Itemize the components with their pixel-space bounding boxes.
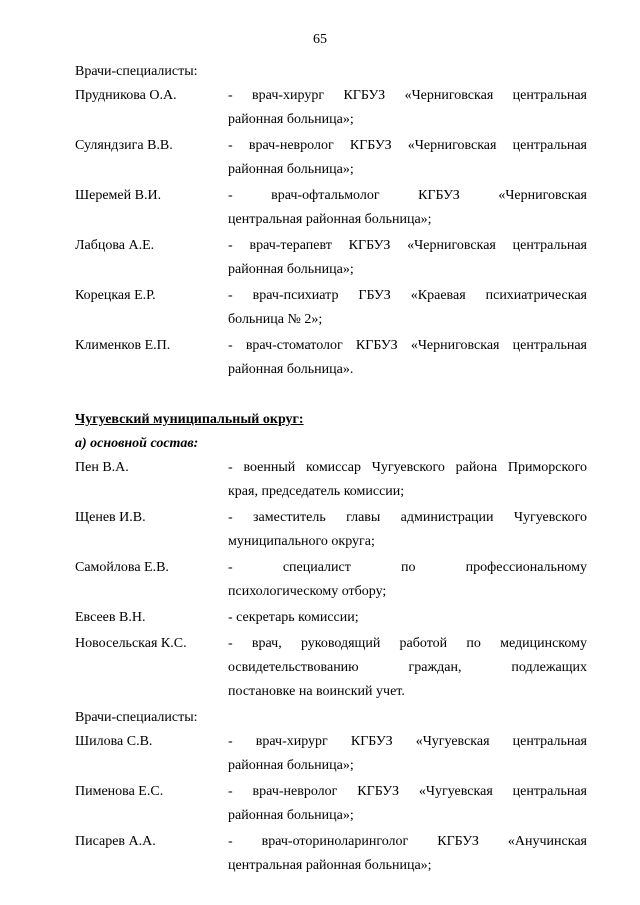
member-role-line: центральная районная больница»;: [228, 212, 432, 227]
member-role: [228, 506, 587, 554]
member-role-line: постановке на воинский учет.: [228, 684, 405, 699]
member-row: [75, 334, 587, 382]
member-role-line: - врач-невролог КГБУЗ «Чугуевская центральная: [228, 784, 587, 799]
member-role: [228, 134, 587, 182]
member-name: Пен В.А.: [75, 460, 129, 475]
member-role: [228, 184, 587, 232]
member-role-line: - военный комиссар Чугуевского района Приморского: [228, 460, 587, 475]
member-role: [228, 284, 587, 332]
member-role: [228, 606, 587, 630]
section1-list: [75, 84, 587, 382]
specialists-list: [75, 730, 587, 878]
member-name: Писарев А.А.: [75, 834, 156, 849]
district-heading: Чугуевский муниципальный округ:: [75, 412, 304, 427]
member-role-line: муниципального округа;: [228, 534, 375, 549]
member-name: Пименова Е.С.: [75, 784, 164, 799]
member-row: [75, 234, 587, 282]
member-role: [228, 456, 587, 504]
member-row: [75, 506, 587, 554]
member-row: [75, 830, 587, 878]
member-role-line: районная больница»;: [228, 758, 354, 773]
member-role: [228, 830, 587, 878]
member-row: [75, 134, 587, 182]
member-role: [228, 780, 587, 828]
member-role: [228, 730, 587, 778]
member-role-line: - врач-офтальмолог КГБУЗ «Черниговская: [228, 188, 587, 203]
member-row: [75, 84, 587, 132]
member-row: [75, 632, 587, 704]
member-name: Самойлова Е.В.: [75, 560, 169, 575]
member-name: Шеремей В.И.: [75, 188, 162, 203]
member-role-line: - врач-хирург КГБУЗ «Чугуевская центральная: [228, 734, 587, 749]
member-role-line: - врач-психиатр ГБУЗ «Краевая психиатрическая: [228, 288, 587, 303]
member-role-line: - секретарь комиссии;: [228, 610, 359, 625]
member-name: Суляндзига В.В.: [75, 138, 173, 153]
page-content: [75, 60, 587, 880]
member-name: Корецкая Е.Р.: [75, 288, 156, 303]
page-number: 65: [313, 32, 327, 47]
member-role: [228, 556, 587, 604]
member-row: [75, 456, 587, 504]
section-spacer: [75, 384, 587, 408]
member-name: Евсеев В.Н.: [75, 610, 146, 625]
member-role-line: районная больница»;: [228, 112, 354, 127]
member-role: [228, 334, 587, 382]
member-role-line: больница № 2»;: [228, 312, 323, 327]
member-role-line: - врач-стоматолог КГБУЗ «Черниговская центральная: [228, 338, 587, 353]
member-row: [75, 606, 587, 630]
member-role-line: районная больница».: [228, 362, 354, 377]
member-role-line: - заместитель главы администрации Чугуевского: [228, 510, 587, 525]
member-role: [228, 632, 587, 704]
member-name: Щенев И.В.: [75, 510, 146, 525]
main-composition-subheading: а) основной состав:: [75, 436, 199, 451]
member-role-line: центральная районная больница»;: [228, 858, 432, 873]
member-role-line: - врач-хирург КГБУЗ «Черниговская центральная: [228, 88, 587, 103]
member-role-line: - врач-терапевт КГБУЗ «Черниговская центральная: [228, 238, 587, 253]
member-role-line: - врач, руководящий работой по медицинскому: [228, 636, 587, 651]
member-row: [75, 730, 587, 778]
member-row: [75, 284, 587, 332]
member-role-line: районная больница»;: [228, 262, 354, 277]
main-composition-list: [75, 456, 587, 704]
member-role-line: районная больница»;: [228, 808, 354, 823]
member-role-line: - врач-невролог КГБУЗ «Черниговская центральная: [228, 138, 587, 153]
member-role-line: - врач-оториноларинголог КГБУЗ «Анучинская: [228, 834, 587, 849]
member-role-line: края, председатель комиссии;: [228, 484, 405, 499]
member-role-line: районная больница»;: [228, 162, 354, 177]
member-role-line: освидетельствованию граждан, подлежащих: [228, 660, 587, 675]
member-name: Шилова С.В.: [75, 734, 153, 749]
specialists-label: Врачи-специалисты:: [75, 710, 198, 725]
member-name: Клименков Е.П.: [75, 338, 171, 353]
member-role: [228, 84, 587, 132]
member-name: Лабцова А.Е.: [75, 238, 155, 253]
member-role-line: - специалист по профессиональному: [228, 560, 587, 575]
member-role-line: психологическому отбору;: [228, 584, 387, 599]
member-name: Прудникова О.А.: [75, 88, 177, 103]
member-row: [75, 556, 587, 604]
member-name: Новосельская К.С.: [75, 636, 187, 651]
specialists-label: Врачи-специалисты:: [75, 64, 198, 79]
member-role: [228, 234, 587, 282]
member-row: [75, 184, 587, 232]
member-row: [75, 780, 587, 828]
